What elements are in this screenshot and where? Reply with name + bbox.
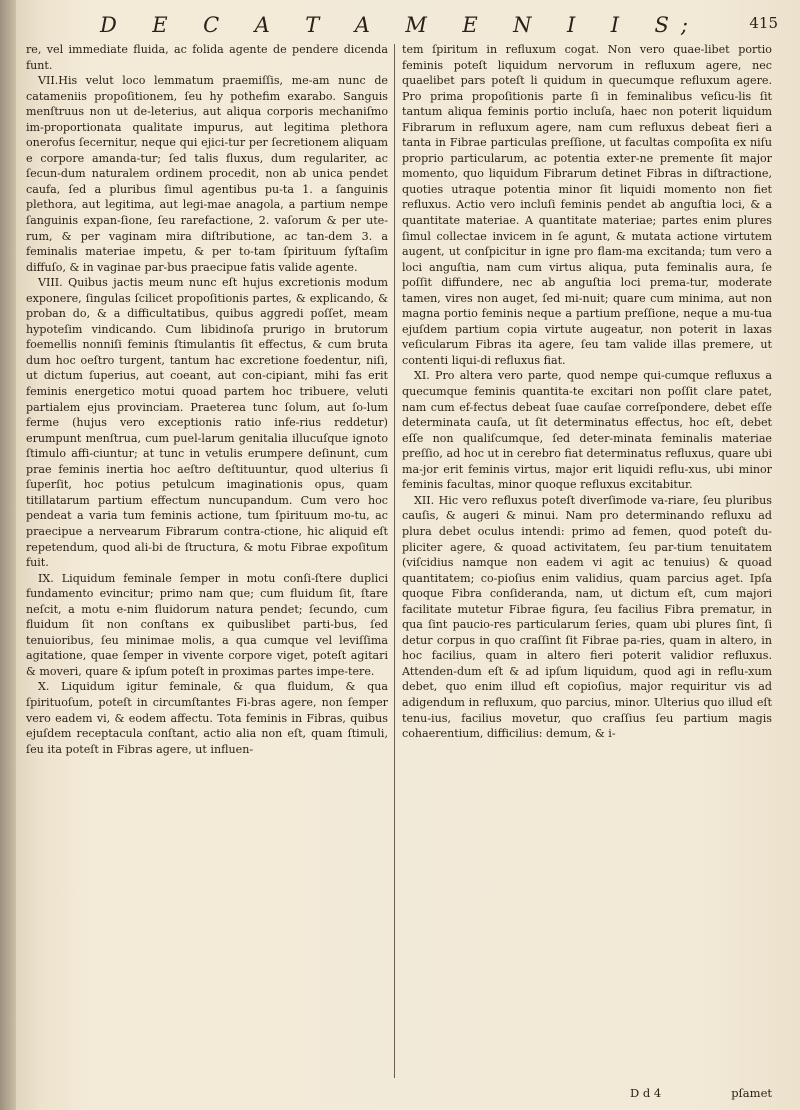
page-number: 415 <box>749 14 778 32</box>
running-head-letter: E <box>152 13 180 37</box>
running-head <box>100 10 700 40</box>
paragraph: XII. Hic vero refluxus poteſt diverſimode va-riare, ſeu pluribus cauſis, & augeri & minui. Nam pro determinando refluxu ad plura debet oculus intendi: primo ad femen, quod poteſt du-pliciter agere, & quoad activitatem, ſeu par-tium tenuitatem (viſcidius namque non eadem vi agit ac tenuius) & quoad quantitatem; co-pioſius enim validius, quam parcius aget. Ipſa quoque Fibra conſideranda, nam, ut dictum eſt, cum majori facilitate mutetur Fibrae figura, ſeu facilius Fibra prematur, in qua ſint paucio-res particularum ſeries, quam ubi plures ſint, ſi detur corpus in quo craſſint ſit Fibrae pa-ries, quam in altero, in hoc facilius, quam in altero fieri poterit validior refluxus. Attenden-dum eſt & ad ipſum liquidum, quod agi in reflu-xum debet, quo enim illud eſt copioſius, major requiritur vis ad adigendum in refluxum, quo parcius, minor. Ulterius quo illud eſt tenu-ius, facilius movetur, quo craſſius ſeu partium magis cohaerentium, difficilius: demum, & i- <box>402 493 772 741</box>
page-footer <box>402 1086 772 1100</box>
paragraph: X. Liquidum igitur feminale, & qua fluidum, & qua ſpirituoſum, poteſt in circumſtantes Fi-bras agere, non ſemper vero eadem vi, & eodem affectu. Tota feminis in Fibras, quibus ejuſdem receptacula conſtant, actio alia non eſt, quam ſtimuli, ſeu ita poteſt in Fibras agere, ut influen- <box>26 680 388 756</box>
signature-mark: D d 4 <box>629 1086 662 1100</box>
column-divider <box>394 44 395 1078</box>
running-head-letter: S; <box>654 13 700 37</box>
paragraph: VIII. Quibus jactis meum nunc eſt hujus excretionis modum exponere, ſingulas ſcilicet propoſitionis partes, & explicando, & proban do, & a difficultatibus, quibus aggredi poſſet, meam hypoteſim vindicando. Cum libidinoſa prurigo in brutorum foemellis nonniſi feminis ſtimulantis ſit effectus, & cum bruta dum hoc oeſtro turgent, tantum hac excretione foedentur, niſi, ut dictum ſuperius, aut coeant, aut con-cipiant, mihi fas erit feminis energetico motui quoad partem hoc tribuere, veluti partialem ejus provinciam. Praeterea tunc ſolum, aut ſo-lum ferme (hujus vero exceptionis ratio infe-rius reddetur) erumpunt menſtrua, cum puel-larum genitalia illucuſque ignoto ſtimulo affi-ciuntur; at tunc in vetulis erumpere deſinunt, cum prae feminis inertia hoc aeſtro deſtituuntur, quod ulterius ſi ſuperſit, hoc potius petulcum imaginationis opus, quam titillatarum partium effectum nuncupandum. Cum vero hoc pendeat a varia tum feminis actione, tum ſpirituum mo-tu, ac praecipue a nervearum Fibrarum contra-ctione, hic aliquid eſt repetendum, quod ali-bi de ſtructura, & motu Fibrae expoſitum fuit. <box>26 276 388 570</box>
running-head-letter: A <box>254 13 282 37</box>
paragraph: tem ſpiritum in refluxum cogat. Non vero quae-libet portio feminis poteſt liquidum nervorum in refluxum agere, nec quaelibet pars poteſt li quidum in quecumque refluxum agere. Pro prima propoſitionis parte ſi in feminalibus veſicu-lis ſit tantum aliqua feminis portio incluſa, haec non poterit liquidum Fibrarum in refluxum agere, nam cum refluxus debeat fieri a tanta in Fibrae particulas preſſione, ut facultas compoſita ex niſu proprio particularum, ac potentia exter-ne premente ſit major momento, quo liquidum Fibrarum detinet Fibras in diſtractione, quoties utraque potentia minor ſit liquidi momento non fiet refluxus. Actio vero incluſi feminis pendet ab anguſtia loci, & a quantitate materiae. A quantitate materiae; partes enim plures ſimul collectae invicem in ſe agunt, & mutata actione virtutem augent, ut conſpicitur in igne pro flam-ma excitanda; tum vero a loci anguſtia, nam cum virtus aliqua, puta feminalis aura, ſe poſſit diffundere, nec ab anguſtia loci prema-tur, moderate tamen, vires non auget, ſed mi-nuit; quare cum minima, aut non magna portio feminis neque a partium preſſione, neque a mu-tua ejuſdem partium copia virtute augeatur, non poterit in laxas veſicularum Fibras ita agere, ſeu tam valide illas premere, ut contenti liqui-di refluxus fiat. <box>402 43 772 367</box>
running-head-letter: E <box>462 13 490 37</box>
running-head-letter: C <box>203 13 232 37</box>
left-column <box>26 42 388 1082</box>
binding-gutter <box>0 0 16 1110</box>
paragraph: VII.His velut loco lemmatum praemiſſis, me-am nunc de catameniis propoſitionem, ſeu hy pothefim exarabo. Sanguis menſtruus non ut de-leterius, aut aliqua corporis mechaniſmo im-proportionata qualitate impurus, aut legitima plethora onerofus ſecernitur, neque qui ejici-tur per ſecretionem aliquam e corpore amanda-tur; ſed talis fluxus, dum regulariter, ac ſecun-dum naturalem ordinem procedit, non ab unica pendet caufa, ſed a pluribus ſimul agentibus pu-ta 1. a ſanguinis plethora, aut legitima, aut legi-mae anagola, a partium nempe ſanguinis expan-ſione, ſeu rarefactione, 2. vaſorum & per ute-rum, & per vaginam mira diſtributione, ac tan-dem 3. a feminalis materiae impetu, & per to-tam ſpirituum ſyſtaſim diffuſo, & in vaginae par-bus praecipue fatis valide agente. <box>26 74 388 274</box>
right-column <box>402 42 772 1082</box>
paragraph: XI. Pro altera vero parte, quod nempe qui-cumque refluxus a quecumque feminis quantita-te excitari non poſſit clare patet, nam cum ef-fectus debeat ſuae cauſae correſpondere, debet eſſe determinata cauſa, ut ſit determinatus effectus, hoc eſt, debet eſſe non qualiſcumque, ſed deter-minata feminalis materiae preſſio, ad hoc ut in cerebro fiat determinatus refluxus, quare ubi ma-jor erit feminis virtus, major erit liquidi reflu-xus, ubi minor feminis facultas, minor quoque refluxus excitabitur. <box>402 369 772 492</box>
catchword: pſamet <box>731 1086 772 1100</box>
running-head-letter: T <box>305 13 332 37</box>
running-head-letter: D <box>100 13 129 37</box>
running-head-letter: I <box>566 13 588 37</box>
paragraph: IX. Liquidum feminale ſemper in motu conſi-ſtere duplici fundamento evincitur; primo nam que; cum fluidum ſit, ſtare neſcit, a motu e-nim fluidorum natura pendet; ſecundo, cum fluidum ſit non conſtans ex quibuslibet parti-bus, ſed tenuioribus, ſeu minimae molis, a qua cumque vel leviſſima agitatione, quae ſemper in vivente corpore viget, poteſt agitari & moveri, quare & ipſum poteſt in proximas partes impe-tere. <box>26 571 388 678</box>
running-head-letter: I <box>610 13 631 37</box>
running-head-letter: M <box>405 13 439 37</box>
running-head-letter: N <box>513 13 544 37</box>
paragraph: re, vel immediate fluida, ac folida agente de pendere dicenda funt. <box>26 43 388 72</box>
running-head-letter: A <box>354 13 382 37</box>
